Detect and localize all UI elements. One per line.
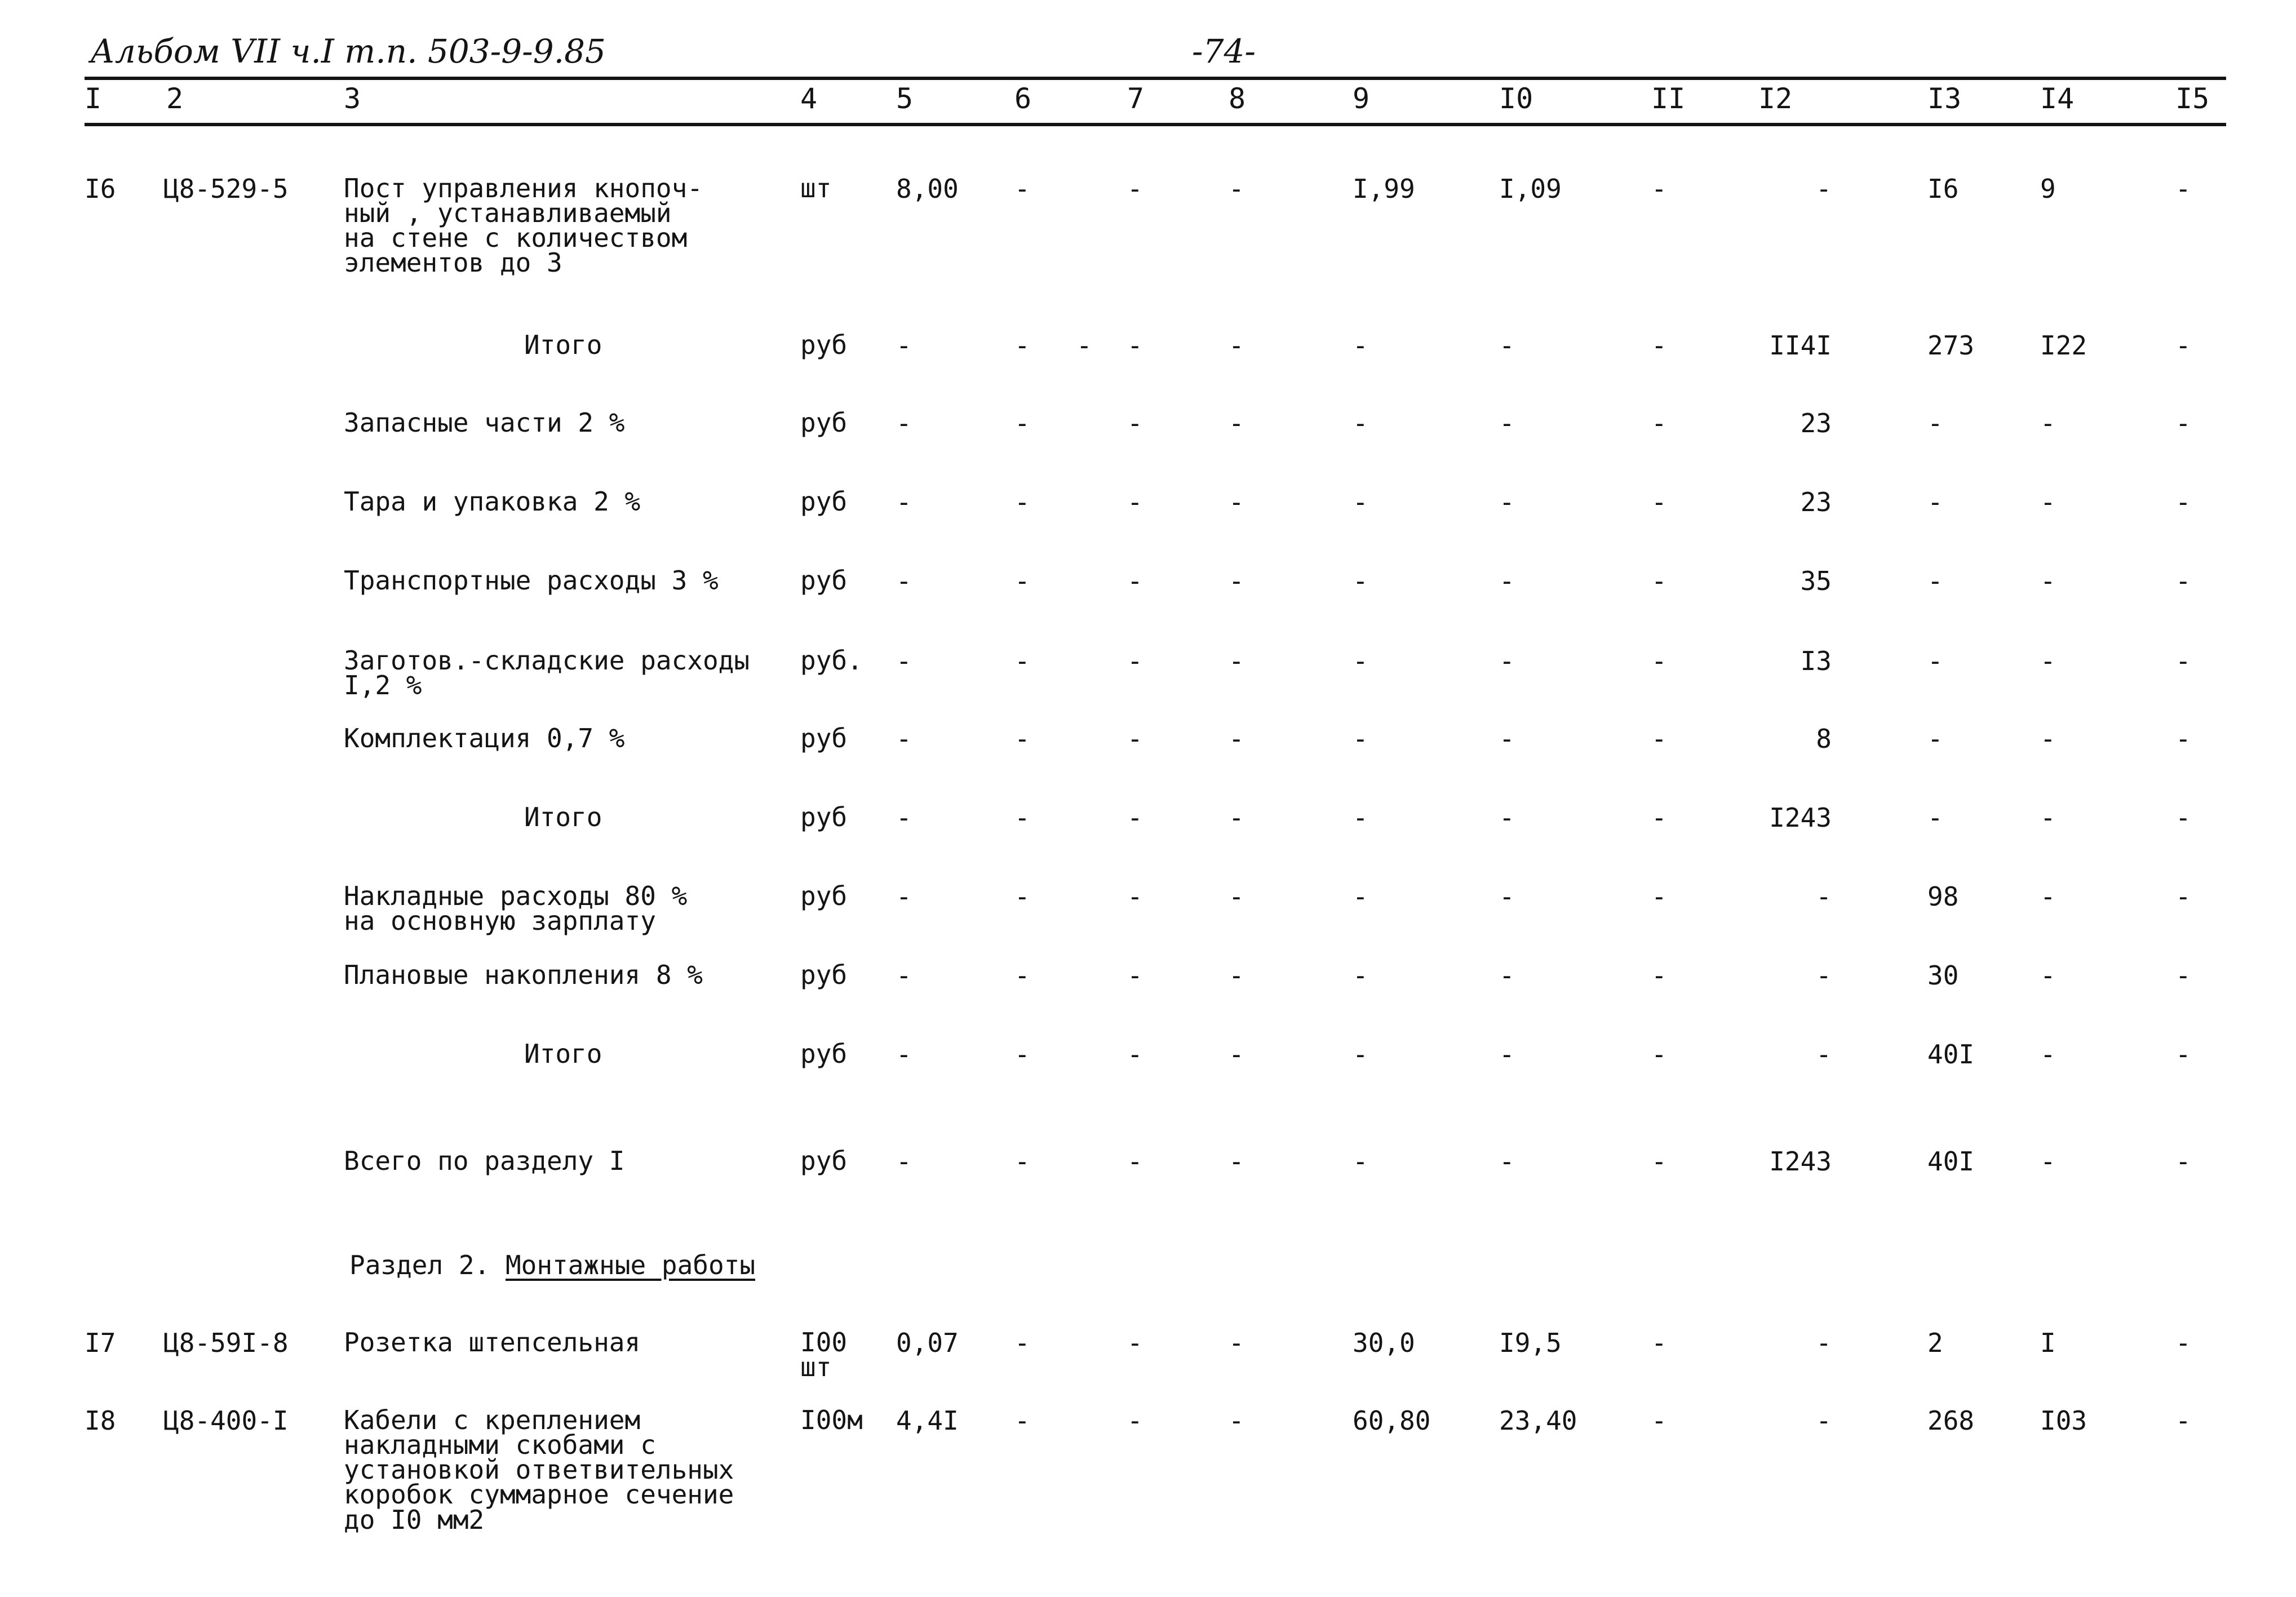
cell-c8: - [1229, 724, 1244, 754]
cell-c12: - [1816, 881, 1832, 912]
cell-c8: - [1229, 646, 1244, 676]
cell-c10: - [1499, 408, 1515, 438]
cell-c6: - [1014, 1328, 1030, 1358]
cell-c12: - [1816, 1405, 1832, 1436]
cell-c13: - [1927, 646, 1943, 676]
cell-c9: - [1353, 330, 1368, 361]
cell-c3: Итого [524, 802, 602, 832]
cell-c15: - [2175, 1328, 2191, 1358]
cell-c5: - [896, 724, 912, 754]
cell-c3: Комплектация 0,7 % [344, 723, 625, 753]
column-header: 4 [800, 82, 818, 115]
cell-c4: шт [800, 173, 832, 203]
cell-c10: - [1499, 1039, 1515, 1070]
column-header: 8 [1229, 82, 1246, 115]
cell-c3: Запасные части 2 % [344, 407, 625, 438]
cell-c6: - [1014, 330, 1030, 361]
cell-c2: Ц8-400-I [163, 1405, 289, 1436]
cell-c14: - [2040, 1039, 2056, 1070]
cell-c4: руб [800, 407, 848, 438]
cell-c14: I03 [2040, 1405, 2087, 1436]
cell-c15: - [2175, 174, 2191, 204]
cell-c9: - [1353, 881, 1368, 912]
cell-c13: - [1927, 802, 1943, 833]
cell-c6: - [1014, 1405, 1030, 1436]
cell-c8: - [1229, 487, 1244, 517]
cell-c4: руб [800, 723, 848, 753]
cell-c14: I [2040, 1328, 2056, 1358]
column-header: 9 [1353, 82, 1370, 115]
cell-c4: руб [800, 565, 848, 596]
cell-c6: - [1014, 1146, 1030, 1177]
cell-c9: - [1353, 802, 1368, 833]
cell-c9: - [1353, 1146, 1368, 1177]
page-number: -74- [1192, 32, 1256, 70]
cell-c11: - [1651, 1146, 1667, 1177]
cell-c13: - [1927, 566, 1943, 596]
cell-c5: - [896, 566, 912, 596]
cell-c13: 40I [1927, 1146, 1975, 1177]
cell-c11: - [1651, 330, 1667, 361]
cell-c14: - [2040, 566, 2056, 596]
cell-c15: - [2175, 646, 2191, 676]
section-title: Монтажные работы [505, 1250, 756, 1280]
cell-c9: - [1353, 487, 1368, 517]
cell-c12: 8 [1816, 724, 1832, 754]
cell-c8: - [1229, 174, 1244, 204]
cell-c10: 23,40 [1499, 1405, 1577, 1436]
cell-c7: - [1127, 487, 1143, 517]
cell-c12: - [1816, 1328, 1832, 1358]
cell-c13: 2 [1927, 1328, 1943, 1358]
cell-c15: - [2175, 881, 2191, 912]
cell-c10: - [1499, 330, 1515, 361]
cell-c12: 23 [1800, 408, 1832, 438]
cell-c3: Тара и упаковка 2 % [344, 486, 641, 517]
cell-c3: Всего по разделу I [344, 1146, 625, 1176]
cell-c9: 60,80 [1353, 1405, 1431, 1436]
cell-c14: - [2040, 802, 2056, 833]
cell-c5: - [896, 960, 912, 991]
cell-c10: - [1499, 960, 1515, 991]
column-header: I [85, 82, 102, 115]
cell-c3: Розетка штепсельная [344, 1327, 641, 1358]
cell-c8: - [1229, 1405, 1244, 1436]
cell-c7: - [1127, 802, 1143, 833]
cell-c9: 30,0 [1353, 1328, 1415, 1358]
cell-c1: I8 [85, 1405, 116, 1436]
cell-c5: 0,07 [896, 1328, 959, 1358]
cell-c1: I6 [85, 174, 116, 204]
cell-c12: I3 [1800, 646, 1832, 676]
cell-c14: 9 [2040, 174, 2056, 204]
cell-c9: - [1353, 566, 1368, 596]
cell-c4: руб [800, 802, 848, 832]
cell-c15: - [2175, 408, 2191, 438]
cell-c10: - [1499, 646, 1515, 676]
cell-c6: - [1014, 881, 1030, 912]
cell-c12: - [1816, 174, 1832, 204]
cell-c3: Итого [524, 330, 602, 360]
cell-c6: - [1014, 646, 1030, 676]
cell-c8: - [1229, 1039, 1244, 1070]
cell-c6b: - [1076, 330, 1092, 361]
cell-c13: - [1927, 487, 1943, 517]
cell-c3: Пост управления кнопоч- ный , устанавливаемый на стене с количеством элементов до 3 [344, 173, 703, 278]
cell-c11: - [1651, 960, 1667, 991]
cell-c4: руб [800, 1039, 848, 1069]
cell-c11: - [1651, 1328, 1667, 1358]
cell-c14: - [2040, 646, 2056, 676]
cell-c6: - [1014, 802, 1030, 833]
cell-c14: - [2040, 724, 2056, 754]
cell-c5: - [896, 487, 912, 517]
cell-c15: - [2175, 330, 2191, 361]
cell-c14: - [2040, 960, 2056, 991]
document-header: Альбом VII ч.I т.п. 503-9-9.85 [90, 32, 606, 70]
cell-c15: - [2175, 960, 2191, 991]
cell-c6: - [1014, 174, 1030, 204]
cell-c8: - [1229, 1146, 1244, 1177]
cell-c6: - [1014, 960, 1030, 991]
cell-c3: Транспортные расходы 3 % [344, 565, 719, 596]
cell-c12: - [1816, 960, 1832, 991]
cell-c1: I7 [85, 1328, 116, 1358]
cell-c7: - [1127, 330, 1143, 361]
cell-c11: - [1651, 1039, 1667, 1070]
cell-c8: - [1229, 1328, 1244, 1358]
cell-c11: - [1651, 881, 1667, 912]
cell-c5: - [896, 646, 912, 676]
cell-c13: 30 [1927, 960, 1959, 991]
cell-c13: 40I [1927, 1039, 1975, 1070]
cell-c2: Ц8-59I-8 [163, 1328, 289, 1358]
cell-c5: - [896, 1039, 912, 1070]
cell-c6: - [1014, 487, 1030, 517]
section-prefix: Раздел 2. [349, 1250, 506, 1280]
cell-c7: - [1127, 1405, 1143, 1436]
cell-c10: - [1499, 566, 1515, 596]
cell-c4: руб [800, 960, 848, 990]
cell-c11: - [1651, 487, 1667, 517]
cell-c5: - [896, 408, 912, 438]
cell-c7: - [1127, 724, 1143, 754]
cell-c10: - [1499, 724, 1515, 754]
cell-c9: - [1353, 646, 1368, 676]
cell-c11: - [1651, 1405, 1667, 1436]
cell-c15: - [2175, 566, 2191, 596]
cell-c12: II4I [1769, 330, 1832, 361]
cell-c11: - [1651, 174, 1667, 204]
cell-c15: - [2175, 487, 2191, 517]
cell-c7: - [1127, 646, 1143, 676]
cell-c12: - [1816, 1039, 1832, 1070]
cell-c5: - [896, 881, 912, 912]
cell-c5: 8,00 [896, 174, 959, 204]
cell-c2: Ц8-529-5 [163, 174, 289, 204]
cell-c15: - [2175, 1146, 2191, 1177]
cell-c8: - [1229, 802, 1244, 833]
column-header: 5 [896, 82, 914, 115]
cell-c10: - [1499, 487, 1515, 517]
cell-c11: - [1651, 802, 1667, 833]
cell-c5: 4,4I [896, 1405, 959, 1436]
cell-c6: - [1014, 724, 1030, 754]
cell-c4: I00 шт [800, 1327, 848, 1383]
cell-c9: - [1353, 408, 1368, 438]
cell-c14: I22 [2040, 330, 2087, 361]
cell-c6: - [1014, 566, 1030, 596]
cell-c7: - [1127, 1328, 1143, 1358]
cell-c15: - [2175, 724, 2191, 754]
column-header: I3 [1927, 82, 1962, 115]
column-header: 3 [344, 82, 361, 115]
cell-c9: I,99 [1353, 174, 1415, 204]
cell-c8: - [1229, 408, 1244, 438]
cell-c3: Заготов.-складские расходы I,2 % [344, 645, 750, 701]
cell-c12: 23 [1800, 487, 1832, 517]
cell-c11: - [1651, 724, 1667, 754]
column-header: I4 [2040, 82, 2075, 115]
cell-c3: Итого [524, 1039, 602, 1069]
header-bottom-rule [85, 123, 2226, 126]
cell-c4: руб. [800, 645, 863, 676]
cell-c9: - [1353, 960, 1368, 991]
cell-c10: I,09 [1499, 174, 1562, 204]
column-header: 6 [1014, 82, 1032, 115]
column-header: I2 [1758, 82, 1793, 115]
cell-c9: - [1353, 724, 1368, 754]
section-heading [349, 1252, 755, 1278]
cell-c9: - [1353, 1039, 1368, 1070]
cell-c5: - [896, 1146, 912, 1177]
cell-c10: - [1499, 881, 1515, 912]
cell-c4: руб [800, 330, 848, 360]
cell-c14: - [2040, 487, 2056, 517]
cell-c12: 35 [1800, 566, 1832, 596]
column-header: 2 [166, 82, 184, 115]
cell-c15: - [2175, 1405, 2191, 1436]
cell-c10: - [1499, 802, 1515, 833]
cell-c4: руб [800, 486, 848, 517]
cell-c14: - [2040, 1146, 2056, 1177]
cell-c7: - [1127, 566, 1143, 596]
cell-c8: - [1229, 960, 1244, 991]
column-header: II [1651, 82, 1686, 115]
cell-c12: I243 [1769, 802, 1832, 833]
cell-c8: - [1229, 566, 1244, 596]
cell-c7: - [1127, 960, 1143, 991]
cell-c6: - [1014, 1039, 1030, 1070]
cell-c11: - [1651, 646, 1667, 676]
cell-c7: - [1127, 408, 1143, 438]
cell-c4: руб [800, 881, 848, 911]
cell-c3: Плановые накопления 8 % [344, 960, 703, 990]
cell-c13: 268 [1927, 1405, 1975, 1436]
cell-c13: - [1927, 724, 1943, 754]
cell-c15: - [2175, 1039, 2191, 1070]
cell-c10: I9,5 [1499, 1328, 1562, 1358]
cell-c7: - [1127, 1146, 1143, 1177]
cell-c8: - [1229, 330, 1244, 361]
cell-c7: - [1127, 1039, 1143, 1070]
column-header: 7 [1127, 82, 1145, 115]
cell-c14: - [2040, 408, 2056, 438]
cell-c4: I00м [800, 1405, 863, 1435]
cell-c11: - [1651, 408, 1667, 438]
cell-c13: 273 [1927, 330, 1975, 361]
cell-c13: 98 [1927, 881, 1959, 912]
cell-c13: I6 [1927, 174, 1959, 204]
cell-c5: - [896, 330, 912, 361]
header-top-rule [85, 77, 2226, 80]
cell-c7: - [1127, 174, 1143, 204]
cell-c10: - [1499, 1146, 1515, 1177]
cell-c8: - [1229, 881, 1244, 912]
cell-c15: - [2175, 802, 2191, 833]
cell-c12: I243 [1769, 1146, 1832, 1177]
cell-c4: руб [800, 1146, 848, 1176]
cell-c6: - [1014, 408, 1030, 438]
cell-c5: - [896, 802, 912, 833]
column-header: I0 [1499, 82, 1533, 115]
column-header: I5 [2175, 82, 2210, 115]
cell-c3: Кабели с креплением накладными скобами с установкой ответвительных коробок суммарное сечение до I0 мм2 [344, 1405, 734, 1535]
cell-c11: - [1651, 566, 1667, 596]
cell-c3: Накладные расходы 80 % на основную зарплату [344, 881, 688, 937]
cell-c14: - [2040, 881, 2056, 912]
cell-c13: - [1927, 408, 1943, 438]
cell-c7: - [1127, 881, 1143, 912]
